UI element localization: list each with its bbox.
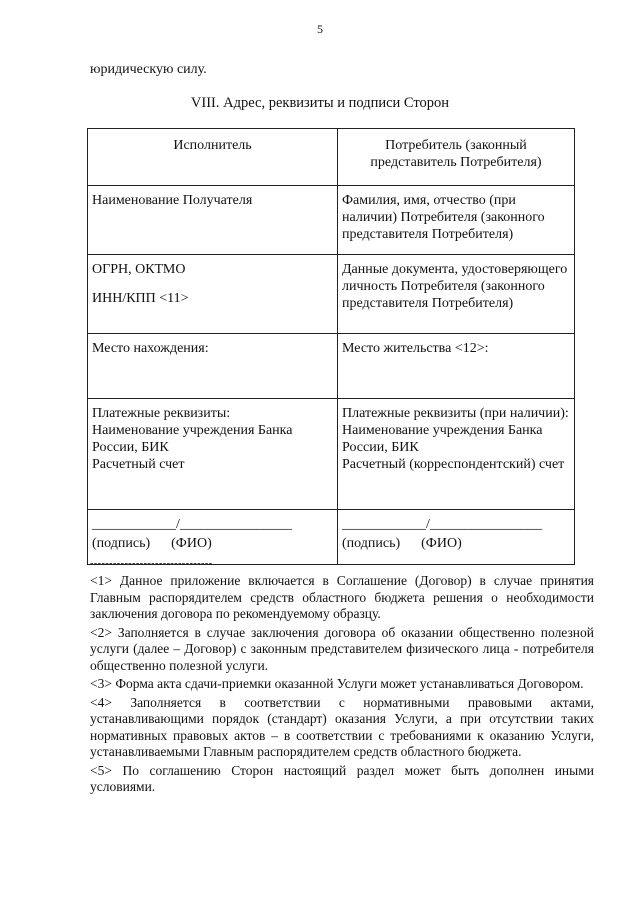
section-title: VIII. Адрес, реквизиты и подписи Сторон — [190, 95, 450, 111]
cell-label: Место нахождения: — [92, 341, 209, 356]
footnote-1: <1> Данное приложение включается в Соглашение (Договор) в случае принятия Главным распорядителем средств областного бюджета решения о необходимости заключения договора по рекомендуемому образцу. — [90, 573, 594, 621]
cell-label: Платежные реквизиты (при наличии): — [342, 406, 569, 421]
table-row — [88, 334, 575, 399]
footnote-divider: -------------------------------- — [90, 558, 213, 569]
header-executor: Исполнитель — [88, 129, 338, 186]
table-row — [88, 186, 575, 255]
cell-label: Место жительства <12>: — [342, 341, 489, 356]
signature-caption: (подпись) (ФИО) — [92, 536, 212, 551]
footnote-2: <2> Заполняется в случае заключения договора об оказании общественно полезной услуги (далее – Договор) с законным представителем физического лица - потребителя общественно полезной услуги. — [90, 624, 594, 673]
signature-line: ____________/________________ — [92, 517, 292, 532]
consumer-signature-cell — [338, 510, 575, 565]
consumer-payment-details-cell — [338, 399, 575, 510]
executor-signature-cell — [88, 510, 338, 565]
consumer-fullname-cell — [338, 186, 575, 255]
cell-label: Расчетный (корреспондентский) счет — [342, 457, 565, 472]
header-consumer: Потребитель (законный представитель Потребителя) — [338, 129, 575, 186]
signature-caption: (подпись) (ФИО) — [342, 536, 462, 551]
footnote-4: <4> Заполняется в соответствии с нормативными правовыми актами, устанавливающими порядок (стандарт) оказания Услуги, а при отсутствии таких нормативных правовых актов – в соответствии с требованиями к оказанию Услуги, устанавливаемыми Главным распорядителем средств областного бюджета. — [90, 694, 594, 759]
table-row — [88, 399, 575, 510]
cell-label: Наименование Получателя — [92, 193, 253, 208]
cell-label: Расчетный счет — [92, 457, 185, 472]
cell-label: Наименование учреждения Банка России, БИК — [342, 423, 543, 455]
residence-cell — [338, 334, 575, 399]
cell-label: Данные документа, удостоверяющего личность Потребителя (законного представителя Потребителя) — [342, 262, 568, 311]
location-cell — [88, 334, 338, 399]
requisites-table — [87, 128, 575, 565]
footnote-5: <5> По соглашению Сторон настоящий раздел может быть дополнен иными условиями. — [90, 762, 594, 794]
signature-row — [88, 510, 575, 565]
cell-label: ИНН/КПП <11> — [92, 291, 189, 306]
signature-line: ____________/________________ — [342, 517, 542, 532]
cell-label: Наименование учреждения Банка России, БИК — [92, 423, 293, 455]
table-row — [88, 255, 575, 334]
page-number: 5 — [317, 22, 323, 36]
cell-label: Платежные реквизиты: — [92, 406, 231, 421]
recipient-name-cell — [88, 186, 338, 255]
continuation-text: юридическую силу. — [90, 62, 207, 77]
identity-document-cell — [338, 255, 575, 334]
table-header-row — [88, 129, 575, 186]
cell-label: ОГРН, ОКТМО — [92, 262, 186, 277]
cell-label: Фамилия, имя, отчество (при наличии) Потребителя (законного представителя Потребителя) — [342, 193, 545, 242]
executor-payment-details-cell — [88, 399, 338, 510]
footnote-3: <3> Форма акта сдачи-приемки оказанной Услуги может устанавливаться Договором. — [90, 676, 584, 691]
ogrn-inn-cell — [88, 255, 338, 334]
footnotes — [90, 573, 594, 798]
